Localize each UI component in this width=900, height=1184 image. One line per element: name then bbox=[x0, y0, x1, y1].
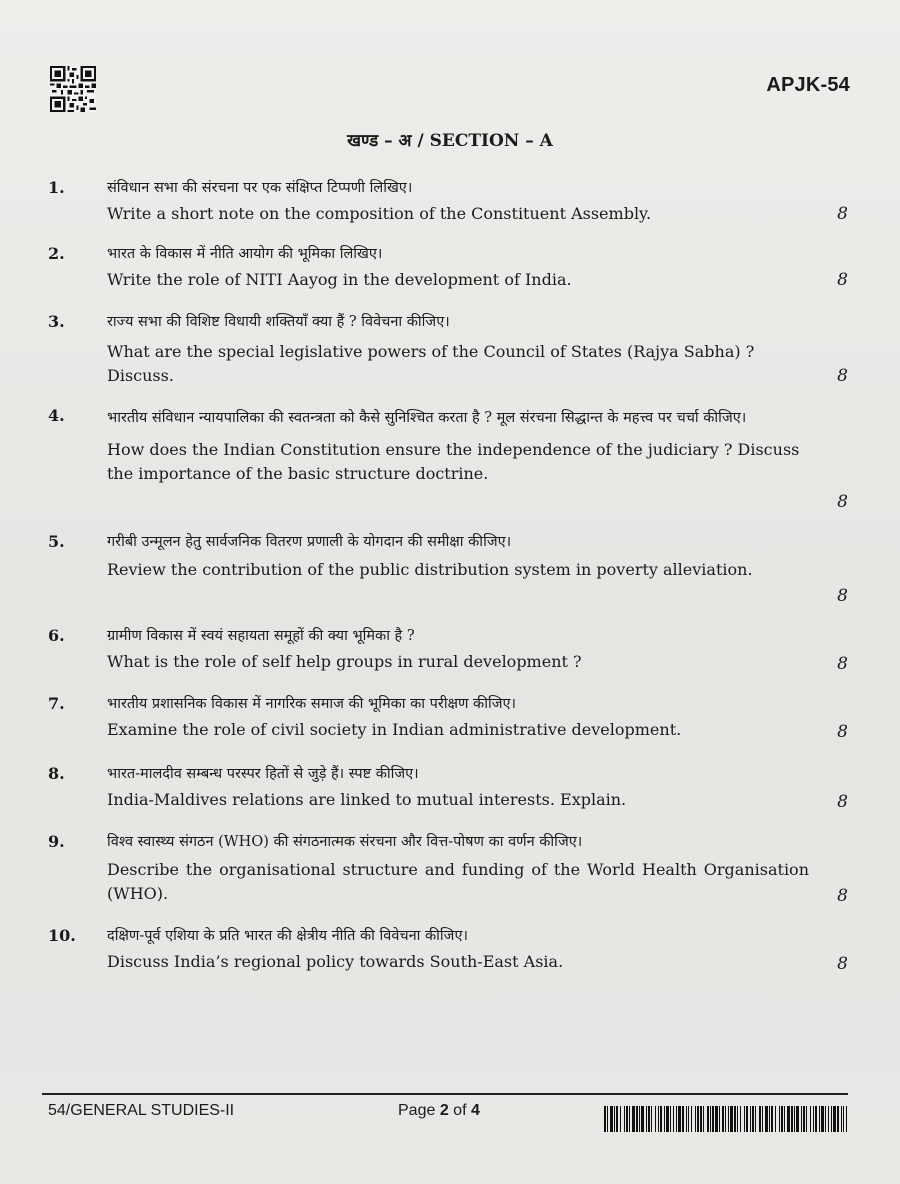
barcode-bar bbox=[819, 1106, 820, 1132]
barcode-bar bbox=[825, 1106, 826, 1132]
barcode-bar bbox=[632, 1106, 635, 1132]
barcode-bar bbox=[769, 1106, 770, 1132]
question-marks: 8 bbox=[837, 366, 848, 386]
barcode-bar bbox=[682, 1106, 684, 1132]
barcode-bar bbox=[664, 1106, 665, 1132]
question-marks: 8 bbox=[837, 886, 848, 906]
barcode-bar bbox=[636, 1106, 638, 1132]
question-1 bbox=[48, 176, 848, 226]
barcode-bar bbox=[610, 1106, 613, 1132]
barcode-bar bbox=[695, 1106, 696, 1132]
barcode-bar bbox=[775, 1106, 776, 1132]
barcode-bar bbox=[607, 1106, 608, 1132]
question-text-english: Write the role of NITI Aayog in the development of India. bbox=[107, 270, 572, 289]
barcode-bar bbox=[648, 1106, 650, 1132]
question-text-english: What are the special legislative powers of the Council of States (Rajya Sabha) ? Discuss. bbox=[107, 342, 755, 385]
question-marks: 8 bbox=[837, 722, 848, 742]
barcode-bar bbox=[755, 1106, 756, 1132]
question-text-hindi: भारत-मालदीव सम्बन्ध परस्पर हितों से जुड़े हैं। स्पष्ट कीजिए। bbox=[107, 766, 419, 782]
barcode-bar bbox=[784, 1106, 785, 1132]
question-8 bbox=[48, 762, 848, 812]
barcode-bar bbox=[686, 1106, 687, 1132]
barcode-bar bbox=[843, 1106, 844, 1132]
barcode-bar bbox=[673, 1106, 674, 1132]
barcode-bar bbox=[688, 1106, 689, 1132]
barcode-bar bbox=[734, 1106, 736, 1132]
question-number: 10. bbox=[48, 926, 76, 945]
barcode-bar bbox=[691, 1106, 692, 1132]
barcode-bar bbox=[626, 1106, 628, 1132]
barcode-bar bbox=[762, 1106, 763, 1132]
question-text-hindi: भारत के विकास में नीति आयोग की भूमिका लिखिए। bbox=[107, 246, 383, 262]
barcode-bar bbox=[604, 1106, 606, 1132]
question-text-hindi: दक्षिण-पूर्व एशिया के प्रति भारत की क्षेत्रीय नीति की विवेचना कीजिए। bbox=[107, 928, 468, 944]
barcode-bar bbox=[791, 1106, 793, 1132]
barcode-bar bbox=[833, 1106, 836, 1132]
barcode-bar bbox=[752, 1106, 754, 1132]
barcode-bar bbox=[759, 1106, 761, 1132]
barcode-bar bbox=[728, 1106, 729, 1132]
question-marks: 8 bbox=[837, 792, 848, 812]
question-number: 6. bbox=[48, 626, 65, 645]
page-prefix: Page bbox=[398, 1102, 440, 1119]
barcode-bar bbox=[787, 1106, 790, 1132]
barcode-bar bbox=[837, 1106, 839, 1132]
page-number: 2 bbox=[439, 1102, 449, 1119]
question-text-hindi: भारतीय संविधान न्यायपालिका की स्वतन्त्रता को कैसे सुनिश्चित करता है ? मूल संरचना सिद्धान्त के महत्त्व पर चर्चा कीजिए। bbox=[107, 410, 747, 426]
barcode-bar bbox=[646, 1106, 647, 1132]
barcode-bar bbox=[629, 1106, 630, 1132]
question-9 bbox=[48, 830, 848, 906]
question-number: 7. bbox=[48, 694, 65, 713]
barcode-bar bbox=[697, 1106, 699, 1132]
question-2 bbox=[48, 242, 848, 292]
barcode-bar bbox=[831, 1106, 832, 1132]
barcode-bar bbox=[740, 1106, 741, 1132]
barcode-bar bbox=[810, 1106, 811, 1132]
question-4 bbox=[48, 404, 848, 512]
barcode-icon bbox=[604, 1106, 847, 1132]
section-title: खण्ड – अ / SECTION – A bbox=[347, 131, 553, 151]
question-marks: 8 bbox=[837, 204, 848, 224]
footer-page-indicator bbox=[398, 1102, 480, 1120]
barcode-bar bbox=[655, 1106, 656, 1132]
question-marks: 8 bbox=[837, 586, 848, 606]
barcode-bar bbox=[712, 1106, 714, 1132]
question-number: 2. bbox=[48, 244, 65, 263]
barcode-bar bbox=[620, 1106, 621, 1132]
barcode-bar bbox=[803, 1106, 805, 1132]
question-marks: 8 bbox=[837, 270, 848, 290]
barcode-bar bbox=[700, 1106, 702, 1132]
question-3 bbox=[48, 310, 848, 388]
barcode-bar bbox=[815, 1106, 817, 1132]
question-text-english: India-Maldives relations are linked to mutual interests. Explain. bbox=[107, 790, 627, 809]
question-marks: 8 bbox=[837, 954, 848, 974]
question-text-english: Examine the role of civil society in Indian administrative development. bbox=[107, 720, 682, 739]
barcode-bar bbox=[806, 1106, 807, 1132]
question-marks: 8 bbox=[837, 492, 848, 512]
barcode-bar bbox=[841, 1106, 842, 1132]
question-text-hindi: भारतीय प्रशासनिक विकास में नागरिक समाज की भूमिका का परीक्षण कीजिए। bbox=[107, 696, 516, 712]
question-text-english: Review the contribution of the public distribution system in poverty alleviation. bbox=[107, 560, 753, 579]
barcode-bar bbox=[678, 1106, 681, 1132]
question-number: 4. bbox=[48, 406, 65, 425]
barcode-bar bbox=[651, 1106, 652, 1132]
question-number: 5. bbox=[48, 532, 65, 551]
paper-code: APJK-54 bbox=[766, 74, 850, 96]
footer-divider bbox=[42, 1093, 848, 1095]
barcode-bar bbox=[801, 1106, 802, 1132]
qr-code-icon bbox=[50, 66, 96, 112]
question-text-hindi: गरीबी उन्मूलन हेतु सार्वजनिक वितरण प्रणाली के योगदान की समीक्षा कीजिए। bbox=[107, 534, 512, 550]
barcode-bar bbox=[796, 1106, 799, 1132]
question-5 bbox=[48, 530, 848, 606]
question-7 bbox=[48, 692, 848, 742]
barcode-bar bbox=[750, 1106, 751, 1132]
barcode-bar bbox=[765, 1106, 768, 1132]
barcode-bar bbox=[703, 1106, 704, 1132]
question-number: 3. bbox=[48, 312, 65, 331]
barcode-bar bbox=[746, 1106, 748, 1132]
barcode-bar bbox=[660, 1106, 662, 1132]
barcode-bar bbox=[666, 1106, 669, 1132]
question-text-english: Write a short note on the composition of the Constituent Assembly. bbox=[107, 204, 652, 223]
question-text-hindi: ग्रामीण विकास में स्वयं सहायता समूहों की क्या भूमिका है ? bbox=[107, 628, 415, 644]
barcode-bar bbox=[616, 1106, 618, 1132]
question-number: 1. bbox=[48, 178, 65, 197]
barcode-bar bbox=[670, 1106, 671, 1132]
barcode-bar bbox=[624, 1106, 625, 1132]
question-text-english: What is the role of self help groups in rural development ? bbox=[107, 652, 582, 671]
barcode-bar bbox=[725, 1106, 726, 1132]
question-text-hindi: विश्व स्वास्थ्य संगठन (WHO) की संगठनात्मक संरचना और वित्त-पोषण का वर्णन कीजिए। bbox=[107, 834, 583, 850]
barcode-bar bbox=[821, 1106, 824, 1132]
barcode-bar bbox=[641, 1106, 644, 1132]
question-marks: 8 bbox=[837, 654, 848, 674]
question-text-english: How does the Indian Constitution ensure the independence of the judiciary ? Discuss the importance of the basic structure doctrine. bbox=[107, 440, 800, 483]
barcode-bar bbox=[846, 1106, 847, 1132]
barcode-bar bbox=[794, 1106, 795, 1132]
barcode-bar bbox=[828, 1106, 829, 1132]
page-total: 4 bbox=[470, 1102, 480, 1119]
question-text-english: Discuss India’s regional policy towards South-East Asia. bbox=[107, 952, 564, 971]
footer-paper-name: 54/GENERAL STUDIES-II bbox=[48, 1102, 235, 1119]
barcode-bar bbox=[719, 1106, 720, 1132]
barcode-bar bbox=[779, 1106, 780, 1132]
barcode-bar bbox=[744, 1106, 745, 1132]
question-number: 8. bbox=[48, 764, 65, 783]
barcode-bar bbox=[614, 1106, 615, 1132]
barcode-bar bbox=[715, 1106, 718, 1132]
question-text-english: Describe the organisational structure and funding of the World Health Organisation (WHO). bbox=[107, 860, 809, 903]
question-text-hindi: संविधान सभा की संरचना पर एक संक्षिप्त टिप्पणी लिखिए। bbox=[107, 180, 413, 196]
barcode-bar bbox=[710, 1106, 711, 1132]
question-10 bbox=[48, 924, 848, 974]
barcode-bar bbox=[722, 1106, 724, 1132]
barcode-bar bbox=[737, 1106, 738, 1132]
barcode-bar bbox=[676, 1106, 677, 1132]
question-number: 9. bbox=[48, 832, 65, 851]
barcode-bar bbox=[658, 1106, 659, 1132]
barcode-bar bbox=[639, 1106, 640, 1132]
barcode-bar bbox=[707, 1106, 709, 1132]
barcode-bar bbox=[730, 1106, 733, 1132]
barcode-bar bbox=[781, 1106, 783, 1132]
question-text-hindi: राज्य सभा की विशिष्ट विधायी शक्तियाँ क्या हैं ? विवेचना कीजिए। bbox=[107, 314, 450, 330]
page-mid: of bbox=[448, 1102, 471, 1119]
barcode-bar bbox=[813, 1106, 814, 1132]
barcode-bar bbox=[771, 1106, 773, 1132]
question-6 bbox=[48, 624, 848, 674]
